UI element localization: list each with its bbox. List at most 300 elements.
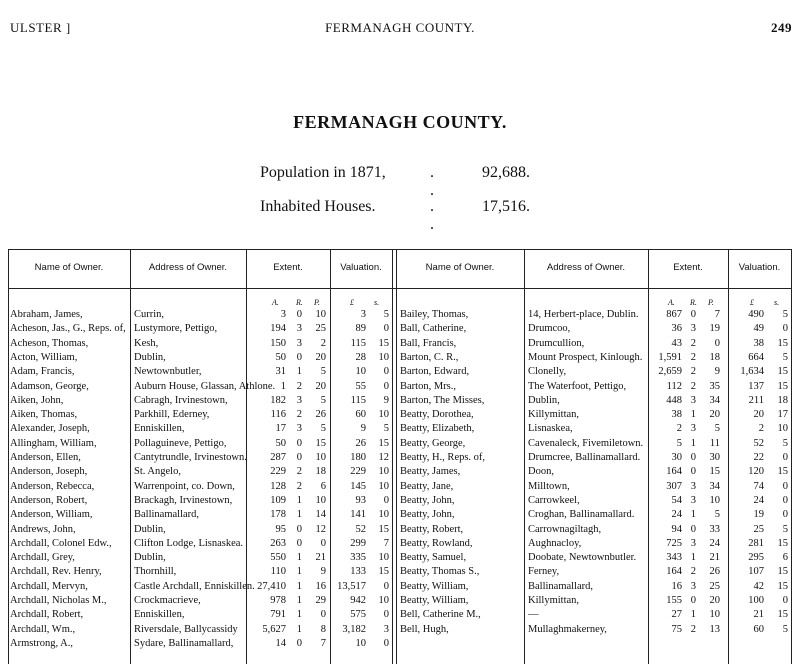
col-header-valuation: Valuation.: [738, 262, 781, 273]
extent-perches: 33: [709, 524, 720, 535]
page-title: FERMANAGH COUNTY.: [293, 112, 507, 132]
extent-roods: 3: [690, 538, 696, 549]
extent-acres: 27: [671, 609, 682, 620]
column-rule: [8, 249, 9, 664]
extent-roods: 1: [690, 438, 696, 449]
valuation-shillings: 10: [378, 352, 389, 363]
extent-roods: 3: [690, 581, 696, 592]
valuation-pounds: 141: [350, 509, 366, 520]
owner-name: Ball, Francis,: [400, 338, 457, 349]
valuation-shillings: 0: [383, 366, 389, 377]
extent-roods: 2: [296, 409, 302, 420]
extent-roods: 1: [296, 624, 302, 635]
owner-name: Barton, Mrs.,: [400, 381, 456, 392]
extent-roods: 0: [690, 524, 696, 535]
owner-name: Beatty, Thomas S.,: [400, 566, 480, 577]
extent-roods: 2: [296, 466, 302, 477]
column-rule: [396, 249, 397, 664]
extent-acres: 14: [275, 638, 286, 649]
owner-address: Dublin,: [134, 552, 166, 563]
owner-address: Crockmacrieve,: [134, 595, 201, 606]
valuation-shillings: 15: [777, 381, 788, 392]
extent-acres: 112: [666, 381, 682, 392]
valuation-pounds: 22: [753, 452, 764, 463]
valuation-shillings: 10: [378, 409, 389, 420]
column-rule: [392, 249, 393, 664]
extent-acres: 194: [270, 323, 286, 334]
extent-perches: 7: [320, 638, 326, 649]
extent-roods: 3: [296, 323, 302, 334]
extent-acres: 5,627: [262, 624, 286, 635]
valuation-pounds: 3: [360, 309, 366, 320]
houses-label: Inhabited Houses.: [260, 198, 376, 215]
extent-acres: 17: [275, 423, 286, 434]
valuation-pounds: 26: [355, 438, 366, 449]
owner-address: Killymittan,: [528, 595, 580, 606]
extent-acres: 791: [270, 609, 286, 620]
valuation-shillings: 0: [383, 581, 389, 592]
valuation-shillings: 0: [383, 638, 389, 649]
valuation-pounds: 115: [350, 338, 366, 349]
sub-acres: A.: [272, 298, 279, 307]
valuation-pounds: 89: [355, 323, 366, 334]
owner-address: Lisnaskea,: [528, 423, 573, 434]
owner-name: Archdall, Colonel Edw.,: [10, 538, 112, 549]
owner-address: Brackagh, Irvinestown,: [134, 495, 233, 506]
extent-acres: 2,659: [658, 366, 682, 377]
extent-acres: 182: [270, 395, 286, 406]
running-head-center: FERMANAGH COUNTY.: [325, 20, 475, 35]
sub-perches: P.: [314, 298, 320, 307]
col-header-name: Name of Owner.: [34, 262, 104, 273]
owner-name: Beatty, Rowland,: [400, 538, 473, 549]
owner-name: Archdall, Nicholas M.,: [10, 595, 107, 606]
extent-acres: 94: [671, 524, 682, 535]
extent-acres: 150: [270, 338, 286, 349]
col-header-valuation: Valuation.: [340, 262, 382, 273]
valuation-pounds: 55: [355, 381, 366, 392]
valuation-shillings: 15: [378, 338, 389, 349]
valuation-shillings: 15: [777, 338, 788, 349]
valuation-pounds: 133: [350, 566, 366, 577]
valuation-shillings: 15: [378, 566, 389, 577]
valuation-shillings: 0: [383, 609, 389, 620]
owner-address: Riversdale, Ballycassidy: [134, 624, 238, 635]
valuation-pounds: 107: [748, 566, 764, 577]
valuation-shillings: 10: [378, 481, 389, 492]
col-header-name: Name of Owner.: [425, 262, 495, 273]
extent-perches: 5: [714, 509, 720, 520]
extent-acres: 155: [666, 595, 682, 606]
owner-address: Ballinamallard,: [134, 509, 200, 520]
extent-acres: 95: [275, 524, 286, 535]
valuation-pounds: 93: [355, 495, 366, 506]
valuation-pounds: 281: [748, 538, 764, 549]
owner-name: Anderson, William,: [10, 509, 93, 520]
valuation-pounds: 38: [753, 338, 764, 349]
owner-name: Bailey, Thomas,: [400, 309, 469, 320]
extent-acres: 343: [666, 552, 682, 563]
extent-perches: 10: [709, 495, 720, 506]
owner-address: Dublin,: [528, 395, 560, 406]
owner-address: Sydare, Ballinamallard,: [134, 638, 234, 649]
population-line: [260, 164, 530, 199]
valuation-pounds: 52: [355, 524, 366, 535]
owner-name: Abraham, James,: [10, 309, 83, 320]
extent-acres: 50: [275, 438, 286, 449]
population-label: Population in 1871,: [260, 164, 386, 181]
owner-name: Beatty, Dorothea,: [400, 409, 474, 420]
extent-roods: 2: [690, 566, 696, 577]
valuation-pounds: 20: [753, 409, 764, 420]
owner-name: Beatty, H., Reps. of,: [400, 452, 486, 463]
owner-name: Andrews, John,: [10, 524, 76, 535]
valuation-pounds: 60: [355, 409, 366, 420]
owner-address: Enniskillen,: [134, 423, 185, 434]
valuation-shillings: 18: [777, 395, 788, 406]
extent-roods: 2: [690, 381, 696, 392]
extent-perches: 20: [315, 352, 326, 363]
extent-acres: 725: [666, 538, 682, 549]
owner-name: Bell, Hugh,: [400, 624, 449, 635]
valuation-shillings: 10: [378, 509, 389, 520]
valuation-shillings: 15: [777, 466, 788, 477]
valuation-pounds: 13,517: [337, 581, 366, 592]
extent-roods: 0: [296, 438, 302, 449]
valuation-pounds: 145: [350, 481, 366, 492]
extent-perches: 19: [709, 323, 720, 334]
owner-name: Archdall, Wm.,: [10, 624, 76, 635]
owner-name: Anderson, Ellen,: [10, 452, 81, 463]
extent-perches: 35: [709, 381, 720, 392]
extent-acres: 978: [270, 595, 286, 606]
running-head-left: ULSTER ]: [10, 20, 71, 35]
table-header-rule: [8, 288, 792, 289]
houses-dots: . .: [430, 198, 456, 233]
extent-roods: 0: [296, 538, 302, 549]
col-header-extent: Extent.: [273, 262, 303, 273]
extent-acres: 1: [280, 381, 286, 392]
extent-perches: 9: [714, 366, 720, 377]
valuation-shillings: 15: [777, 609, 788, 620]
owner-address: 14, Herbert-place, Dublin.: [528, 309, 639, 320]
owner-address: Newtownbutler,: [134, 366, 202, 377]
valuation-pounds: 335: [350, 552, 366, 563]
extent-perches: 15: [315, 438, 326, 449]
owner-name: Aiken, Thomas,: [10, 409, 78, 420]
valuation-shillings: 0: [383, 323, 389, 334]
owner-address: Doobate, Newtownbutler.: [528, 552, 637, 563]
sub-shillings: s.: [374, 298, 380, 307]
valuation-pounds: 2: [758, 423, 764, 434]
extent-acres: 448: [666, 395, 682, 406]
extent-roods: 1: [296, 609, 302, 620]
extent-acres: 31: [275, 366, 286, 377]
valuation-shillings: 5: [782, 309, 788, 320]
sub-roods: R.: [296, 298, 303, 307]
extent-perches: 8: [320, 624, 326, 635]
extent-perches: 18: [709, 352, 720, 363]
valuation-pounds: 120: [748, 466, 764, 477]
owner-name: Aiken, John,: [10, 395, 64, 406]
extent-perches: 21: [315, 552, 326, 563]
sub-pounds: £: [750, 298, 754, 307]
extent-acres: 307: [666, 481, 682, 492]
owner-name: Anderson, Robert,: [10, 495, 88, 506]
page-number: 249: [771, 20, 792, 35]
valuation-shillings: 12: [378, 452, 389, 463]
owner-name: Acton, William,: [10, 352, 78, 363]
owner-name: Archdall, Robert,: [10, 609, 84, 620]
valuation-shillings: 0: [383, 495, 389, 506]
owner-address: Auburn House, Glassan, Athlone.: [134, 381, 276, 392]
extent-acres: 164: [666, 566, 682, 577]
extent-roods: 1: [296, 581, 302, 592]
extent-perches: 20: [709, 409, 720, 420]
owner-name: Acheson, Thomas,: [10, 338, 89, 349]
owner-address: Clifton Lodge, Lisnaskea.: [134, 538, 244, 549]
valuation-pounds: 1,634: [740, 366, 764, 377]
valuation-shillings: 0: [782, 595, 788, 606]
extent-perches: 5: [320, 366, 326, 377]
valuation-pounds: 115: [350, 395, 366, 406]
extent-perches: 14: [315, 509, 326, 520]
extent-acres: 164: [666, 466, 682, 477]
owner-name: Bell, Catherine M.,: [400, 609, 481, 620]
owner-address: Pollaguineve, Pettigo,: [134, 438, 227, 449]
extent-acres: 109: [270, 495, 286, 506]
extent-acres: 5: [676, 438, 682, 449]
owner-address: Cavenaleck, Fivemiletown.: [528, 438, 644, 449]
extent-acres: 229: [270, 466, 286, 477]
extent-roods: 0: [296, 452, 302, 463]
extent-perches: 5: [714, 423, 720, 434]
extent-roods: 3: [690, 395, 696, 406]
owner-name: Beatty, Robert,: [400, 524, 464, 535]
valuation-shillings: 0: [782, 481, 788, 492]
extent-perches: 26: [315, 409, 326, 420]
owner-address: Cabragh, Irvinestown,: [134, 395, 228, 406]
extent-acres: 263: [270, 538, 286, 549]
valuation-pounds: 100: [748, 595, 764, 606]
extent-acres: 16: [671, 581, 682, 592]
extent-perches: 15: [709, 466, 720, 477]
valuation-pounds: 490: [748, 309, 764, 320]
col-header-address: Address of Owner.: [148, 262, 228, 273]
extent-acres: 43: [671, 338, 682, 349]
population-dots: . .: [430, 164, 456, 199]
extent-roods: 3: [690, 495, 696, 506]
owner-address: Drumcoo,: [528, 323, 571, 334]
valuation-shillings: 15: [378, 438, 389, 449]
owner-address: —: [528, 609, 539, 620]
column-rule: [791, 249, 792, 664]
owner-address: Carrownagiltagh,: [528, 524, 602, 535]
extent-acres: 128: [270, 481, 286, 492]
extent-roods: 1: [296, 495, 302, 506]
owner-name: Acheson, Jas., G., Reps. of,: [10, 323, 126, 334]
owner-name: Barton, C. R.,: [400, 352, 459, 363]
owner-name: Beatty, Samuel,: [400, 552, 467, 563]
valuation-pounds: 24: [753, 495, 764, 506]
owner-address: Croghan, Ballinamallard.: [528, 509, 635, 520]
extent-roods: 0: [296, 524, 302, 535]
owner-name: Adamson, George,: [10, 381, 89, 392]
sub-acres: A.: [668, 298, 675, 307]
extent-roods: 1: [690, 409, 696, 420]
valuation-pounds: 180: [350, 452, 366, 463]
extent-roods: 3: [690, 481, 696, 492]
extent-perches: 0: [320, 609, 326, 620]
valuation-pounds: 575: [350, 609, 366, 620]
extent-perches: 2: [320, 338, 326, 349]
extent-acres: 3: [280, 309, 286, 320]
owner-name: Archdall, Mervyn,: [10, 581, 88, 592]
valuation-pounds: 299: [350, 538, 366, 549]
extent-acres: 36: [671, 323, 682, 334]
owner-address: Drumcullion,: [528, 338, 585, 349]
extent-perches: 26: [709, 566, 720, 577]
houses-line: [260, 198, 530, 233]
population-value: 92,688.: [482, 164, 530, 181]
extent-perches: 6: [320, 481, 326, 492]
valuation-pounds: 295: [748, 552, 764, 563]
valuation-pounds: 10: [355, 638, 366, 649]
extent-acres: 2: [676, 423, 682, 434]
column-rule: [130, 249, 131, 664]
extent-roods: 0: [296, 638, 302, 649]
extent-perches: 30: [709, 452, 720, 463]
extent-roods: 2: [690, 366, 696, 377]
valuation-pounds: 664: [748, 352, 764, 363]
owner-address: Doon,: [528, 466, 554, 477]
owner-name: Archdall, Grey,: [10, 552, 75, 563]
valuation-shillings: 3: [383, 624, 389, 635]
extent-roods: 0: [690, 466, 696, 477]
valuation-shillings: 0: [782, 452, 788, 463]
valuation-pounds: 21: [753, 609, 764, 620]
extent-perches: 18: [315, 466, 326, 477]
owner-address: Drumcree, Ballinamallard.: [528, 452, 641, 463]
valuation-shillings: 0: [383, 381, 389, 392]
valuation-shillings: 10: [378, 466, 389, 477]
extent-perches: 10: [709, 609, 720, 620]
table-top-rule: [8, 249, 792, 250]
valuation-shillings: 5: [383, 423, 389, 434]
extent-acres: 75: [671, 624, 682, 635]
extent-roods: 1: [296, 595, 302, 606]
owner-address: Lustymore, Pettigo,: [134, 323, 218, 334]
extent-roods: 1: [296, 366, 302, 377]
extent-roods: 1: [690, 509, 696, 520]
valuation-shillings: 5: [782, 524, 788, 535]
owner-name: Barton, Edward,: [400, 366, 470, 377]
valuation-shillings: 6: [782, 552, 788, 563]
extent-perches: 34: [709, 395, 720, 406]
valuation-pounds: 19: [753, 509, 764, 520]
owner-address: Mullaghmakerney,: [528, 624, 607, 635]
owner-address: Dublin,: [134, 524, 166, 535]
owner-address: Kesh,: [134, 338, 159, 349]
owner-name: Ball, Catherine,: [400, 323, 467, 334]
extent-roods: 0: [296, 309, 302, 320]
extent-perches: 10: [315, 495, 326, 506]
valuation-shillings: 10: [378, 595, 389, 606]
extent-perches: 25: [709, 581, 720, 592]
extent-roods: 2: [296, 481, 302, 492]
extent-perches: 29: [315, 595, 326, 606]
owner-name: Archdall, Rev. Henry,: [10, 566, 102, 577]
owner-name: Allingham, William,: [10, 438, 97, 449]
extent-acres: 116: [270, 409, 286, 420]
owner-address: Cantytrundle, Irvinestown.: [134, 452, 247, 463]
extent-acres: 178: [270, 509, 286, 520]
valuation-shillings: 15: [378, 524, 389, 535]
valuation-shillings: 0: [782, 495, 788, 506]
extent-acres: 50: [275, 352, 286, 363]
extent-perches: 34: [709, 481, 720, 492]
extent-acres: 550: [270, 552, 286, 563]
extent-roods: 1: [296, 509, 302, 520]
valuation-shillings: 15: [777, 366, 788, 377]
owner-address: Clonelly,: [528, 366, 567, 377]
owner-name: Beatty, Jane,: [400, 481, 454, 492]
extent-acres: 30: [671, 452, 682, 463]
col-header-address: Address of Owner.: [546, 262, 626, 273]
extent-acres: 287: [270, 452, 286, 463]
owner-name: Armstrong, A.,: [10, 638, 73, 649]
valuation-shillings: 5: [782, 624, 788, 635]
extent-roods: 2: [690, 338, 696, 349]
valuation-shillings: 0: [782, 323, 788, 334]
sub-perches: P.: [708, 298, 714, 307]
extent-perches: 5: [320, 395, 326, 406]
extent-roods: 1: [296, 552, 302, 563]
valuation-pounds: 137: [748, 381, 764, 392]
valuation-pounds: 10: [355, 366, 366, 377]
sub-pounds: £: [350, 298, 354, 307]
owner-address: Castle Archdall, Enniskillen.: [134, 581, 255, 592]
extent-acres: 38: [671, 409, 682, 420]
extent-perches: 10: [315, 452, 326, 463]
column-rule: [524, 249, 525, 664]
valuation-shillings: 15: [777, 581, 788, 592]
owner-address: Killymittan,: [528, 409, 580, 420]
owner-name: Barton, The Misses,: [400, 395, 485, 406]
owner-address: Warrenpoint, co. Down,: [134, 481, 235, 492]
valuation-pounds: 211: [748, 395, 764, 406]
extent-roods: 0: [690, 309, 696, 320]
valuation-shillings: 17: [777, 409, 788, 420]
extent-perches: 24: [709, 538, 720, 549]
valuation-pounds: 942: [350, 595, 366, 606]
owner-name: Beatty, John,: [400, 495, 455, 506]
extent-perches: 10: [315, 309, 326, 320]
valuation-shillings: 5: [782, 438, 788, 449]
owner-name: Beatty, Elizabeth,: [400, 423, 475, 434]
owner-name: Anderson, Rebecca,: [10, 481, 95, 492]
extent-roods: 3: [690, 423, 696, 434]
extent-acres: 24: [671, 509, 682, 520]
valuation-shillings: 15: [777, 538, 788, 549]
owner-name: Anderson, Joseph,: [10, 466, 88, 477]
owner-name: Alexander, Joseph,: [10, 423, 90, 434]
owner-address: Carrowkeel,: [528, 495, 580, 506]
extent-roods: 3: [296, 395, 302, 406]
extent-perches: 12: [315, 524, 326, 535]
valuation-pounds: 28: [355, 352, 366, 363]
valuation-pounds: 60: [753, 624, 764, 635]
